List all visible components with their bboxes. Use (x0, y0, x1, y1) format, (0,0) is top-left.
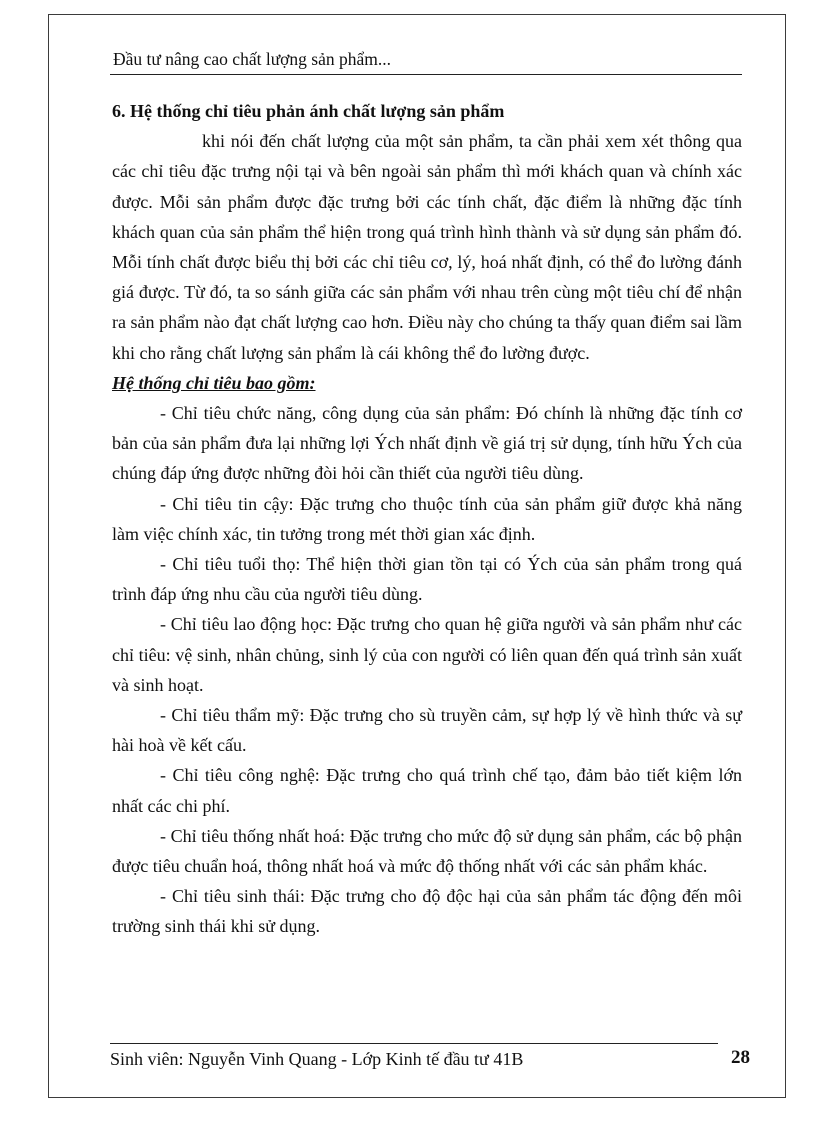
list-item-cong-nghe: - Chỉ tiêu công nghệ: Đặc trưng cho quá trình chế tạo, đảm bảo tiết kiệm lớn nhất các chi phí. (112, 765, 742, 816)
list-item-sinh-thai: - Chỉ tiêu sinh thái: Đặc trưng cho độ độc hại của sản phẩm tác động đến môi trường sinh thái khi sử dụng. (112, 886, 742, 937)
list-subheading: Hệ thống chỉ tiêu bao gồm: (112, 372, 316, 393)
list-item-chuc-nang: - Chỉ tiêu chức năng, công dụng của sản phẩm: Đó chính là những đặc tính cơ bản của sản phẩm đưa lại những lợi Ých nhất định về giá trị sử dụng, tính hữu Ých của chúng đáp ứng được những đòi hỏi cần thiết của người tiêu dùng. (112, 403, 742, 484)
list-item-thong-nhat-hoa: - Chỉ tiêu thống nhất hoá: Đặc trưng cho mức độ sử dụng sản phẩm, các bộ phận được tiêu chuẩn hoá, thông nhất hoá và mức độ thống nhất với các sản phẩm khác. (112, 825, 742, 877)
running-footer: Sinh viên: Nguyễn Vinh Quang - Lớp Kinh tế đầu tư 41B (110, 1049, 524, 1069)
list-item-lao-dong-hoc: - Chỉ tiêu lao động học: Đặc trưng cho quan hệ giữa người và sản phẩm như các chỉ tiêu: vệ sinh, nhân chủng, sinh lý của con người có liên quan đến quá trình sản xuất và sinh hoạt. (112, 614, 742, 695)
list-item-tuoi-tho: - Chỉ tiêu tuổi thọ: Thể hiện thời gian tồn tại có Ých của sản phẩm trong quá trình đáp ứng nhu cầu của người tiêu dùng. (112, 554, 742, 605)
document-body (112, 96, 742, 942)
header-divider (110, 74, 742, 75)
section-heading: 6. Hệ thống chỉ tiêu phản ánh chất lượng sản phẩm (112, 101, 505, 121)
list-item-tham-my: - Chỉ tiêu thẩm mỹ: Đặc trưng cho sù truyền cảm, sự hợp lý về hình thức và sự hài hoà về kết cấu. (112, 705, 742, 756)
page-number: 28 (731, 1047, 750, 1068)
footer-divider (110, 1043, 718, 1044)
list-item-tin-cay: - Chỉ tiêu tin cậy: Đặc trưng cho thuộc tính của sản phẩm giữ được khả năng làm việc chính xác, tin tưởng trong mét thời gian xác định. (112, 493, 742, 544)
intro-paragraph: khi nói đến chất lượng của một sản phẩm, ta cần phải xem xét thông qua các chỉ tiêu đặc trưng nội tại và bên ngoài sản phẩm thì mới khách quan và chính xác được. Mỗi sản phẩm được đặc trưng bởi các tính chất, đặc điểm là những đặc tính khách quan của sản phẩm thể hiện trong quá trình hình thành và sử dụng sản phẩm đó. Mỗi tính chất được biểu thị bởi các chỉ tiêu cơ, lý, hoá nhất định, có thể đo lường đánh giá được. Từ đó, ta so sánh giữa các sản phẩm với nhau trên cùng một tiêu chí để nhận ra sản phẩm nào đạt chất lượng cao hơn. Điều này cho chúng ta thấy quan điểm sai lầm khi cho rằng chất lượng sản phẩm là cái không thể đo lường được. (112, 131, 742, 363)
running-header: Đầu tư nâng cao chất lượng sản phẩm... (113, 49, 392, 69)
